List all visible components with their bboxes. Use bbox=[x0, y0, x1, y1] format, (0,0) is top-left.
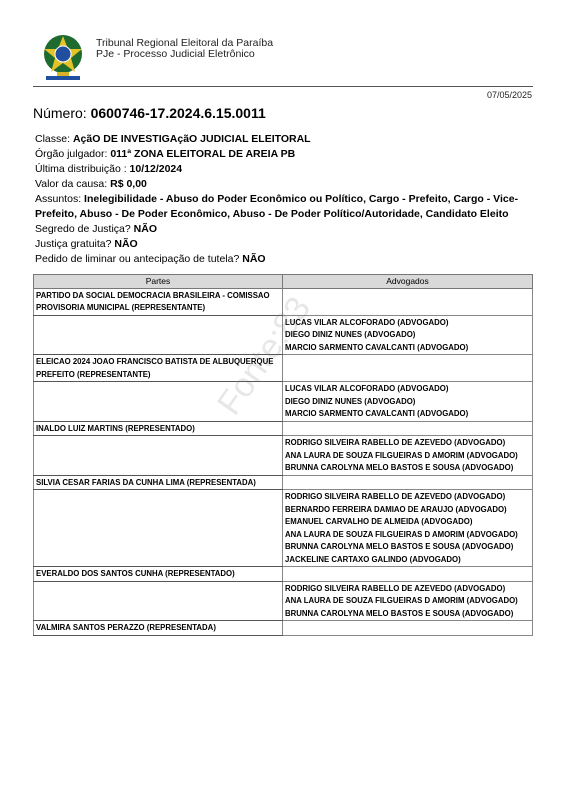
field-segredo-justica: Segredo de Justiça? NÃO bbox=[35, 223, 157, 235]
process-number-label: Número: bbox=[33, 105, 87, 121]
lawyer-name: ANA LAURA DE SOUZA FILGUEIRAS D AMORIM (ADVOGADO) bbox=[285, 450, 518, 460]
table-row bbox=[34, 475, 533, 490]
system-name: PJe - Processo Judicial Eletrônico bbox=[96, 48, 255, 60]
party-cell: ELEICAO 2024 JOAO FRANCISCO BATISTA DE ALBUQUERQUE PREFEITO (REPRESENTANTE) bbox=[34, 355, 283, 382]
field-classe: Classe: AçãO DE INVESTIGAçãO JUDICIAL ELEITORAL bbox=[35, 133, 311, 145]
lawyers-cell bbox=[283, 288, 533, 315]
table-row bbox=[34, 490, 533, 567]
lawyer-name: RODRIGO SILVEIRA RABELLO DE AZEVEDO (ADVOGADO) bbox=[285, 583, 506, 593]
lawyer-name: ANA LAURA DE SOUZA FILGUEIRAS D AMORIM (ADVOGADO) bbox=[285, 596, 518, 605]
lawyers-cell bbox=[283, 490, 533, 567]
process-number-value: 0600746-17.2024.6.15.0011 bbox=[90, 105, 266, 121]
lawyers-cell bbox=[283, 567, 533, 582]
table-row bbox=[34, 581, 533, 621]
lawyers-cell bbox=[283, 315, 533, 355]
party-cell: EVERALDO DOS SANTOS CUNHA (REPRESENTADO) bbox=[34, 567, 283, 582]
table-row bbox=[34, 288, 533, 315]
lawyer-name: JACKELINE CARTAXO GALINDO (ADVOGADO) bbox=[285, 554, 461, 564]
party-cell bbox=[34, 382, 283, 422]
party-cell bbox=[34, 490, 283, 567]
document-header bbox=[40, 32, 540, 84]
column-header-partes: Partes bbox=[34, 275, 283, 289]
lawyer-name: EMANUEL CARVALHO DE ALMEIDA (ADVOGADO) bbox=[285, 517, 473, 526]
table-row bbox=[34, 436, 533, 476]
party-cell bbox=[34, 581, 283, 621]
lawyer-name: LUCAS VILAR ALCOFORADO (ADVOGADO) bbox=[285, 317, 449, 327]
field-pedido-liminar: Pedido de liminar ou antecipação de tutela? NÃO bbox=[35, 253, 266, 265]
lawyer-name: LUCAS VILAR ALCOFORADO (ADVOGADO) bbox=[285, 384, 449, 393]
party-cell bbox=[34, 436, 283, 476]
field-orgao-julgador: Órgão julgador: 011ª ZONA ELEITORAL DE AREIA PB bbox=[35, 148, 296, 160]
party-cell: PARTIDO DA SOCIAL DEMOCRACIA BRASILEIRA - COMISSAO PROVISORIA MUNICIPAL (REPRESENTANTE) bbox=[34, 288, 283, 315]
column-header-advogados: Advogados bbox=[283, 275, 533, 289]
table-header-row bbox=[34, 275, 533, 289]
table-row bbox=[34, 567, 533, 582]
field-valor-causa: Valor da causa: R$ 0,00 bbox=[35, 178, 147, 190]
lawyer-name: BRUNNA CAROLYNA MELO BASTOS E SOUSA (ADVOGADO) bbox=[285, 463, 514, 472]
parties-table bbox=[33, 274, 533, 636]
watermark: Fonte:83 bbox=[210, 290, 319, 422]
org-name: Tribunal Regional Eleitoral da Paraíba bbox=[96, 37, 274, 49]
lawyers-cell bbox=[283, 421, 533, 436]
table-row bbox=[34, 315, 533, 355]
lawyers-cell bbox=[283, 355, 533, 382]
lawyers-cell bbox=[283, 382, 533, 422]
parties-table-body bbox=[34, 288, 533, 635]
lawyers-cell bbox=[283, 581, 533, 621]
document-date: 07/05/2025 bbox=[486, 90, 532, 100]
lawyer-name: ANA LAURA DE SOUZA FILGUEIRAS D AMORIM (ADVOGADO) bbox=[285, 529, 518, 539]
lawyers-cell bbox=[283, 436, 533, 476]
field-justica-gratuita: Justiça gratuita? NÃO bbox=[35, 238, 138, 250]
party-cell: INALDO LUIZ MARTINS (REPRESENTADO) bbox=[34, 421, 283, 436]
party-cell bbox=[34, 315, 283, 355]
field-assuntos: Assuntos: Inelegibilidade - Abuso do Poder Econômico ou Político, Cargo - Prefeito, Cargo - Vice-Prefeito, Abuso - De Poder Econômico, Abuso - De Poder Político/Autoridade, Candidato Eleito bbox=[35, 193, 519, 220]
lawyer-name: BERNARDO FERREIRA DAMIAO DE ARAUJO (ADVOGADO) bbox=[285, 504, 507, 514]
lawyers-cell bbox=[283, 621, 533, 636]
lawyer-name: RODRIGO SILVEIRA RABELLO DE AZEVEDO (ADVOGADO) bbox=[285, 438, 506, 447]
lawyer-name: MARCIO SARMENTO CAVALCANTI (ADVOGADO) bbox=[285, 409, 469, 418]
lawyer-name: DIEGO DINIZ NUNES (ADVOGADO) bbox=[285, 396, 416, 406]
field-ultima-distribuicao: Última distribuição : 10/12/2024 bbox=[35, 163, 183, 175]
table-row bbox=[34, 382, 533, 422]
lawyer-name: BRUNNA CAROLYNA MELO BASTOS E SOUSA (ADVOGADO) bbox=[285, 608, 514, 618]
party-cell: SILVIA CESAR FARIAS DA CUNHA LIMA (REPRESENTADA) bbox=[34, 475, 283, 490]
lawyer-name: MARCIO SARMENTO CAVALCANTI (ADVOGADO) bbox=[285, 342, 469, 352]
table-row bbox=[34, 421, 533, 436]
process-details bbox=[35, 132, 535, 267]
party-cell: VALMIRA SANTOS PERAZZO (REPRESENTADA) bbox=[34, 621, 283, 636]
lawyer-name: BRUNNA CAROLYNA MELO BASTOS E SOUSA (ADVOGADO) bbox=[285, 542, 514, 551]
header-divider bbox=[33, 86, 533, 87]
coat-of-arms-emblem bbox=[40, 32, 86, 82]
lawyers-cell bbox=[283, 475, 533, 490]
table-row bbox=[34, 621, 533, 636]
lawyer-name: DIEGO DINIZ NUNES (ADVOGADO) bbox=[285, 330, 416, 339]
lawyer-name: RODRIGO SILVEIRA RABELLO DE AZEVEDO (ADVOGADO) bbox=[285, 492, 506, 501]
table-row bbox=[34, 355, 533, 382]
process-number bbox=[33, 105, 266, 121]
